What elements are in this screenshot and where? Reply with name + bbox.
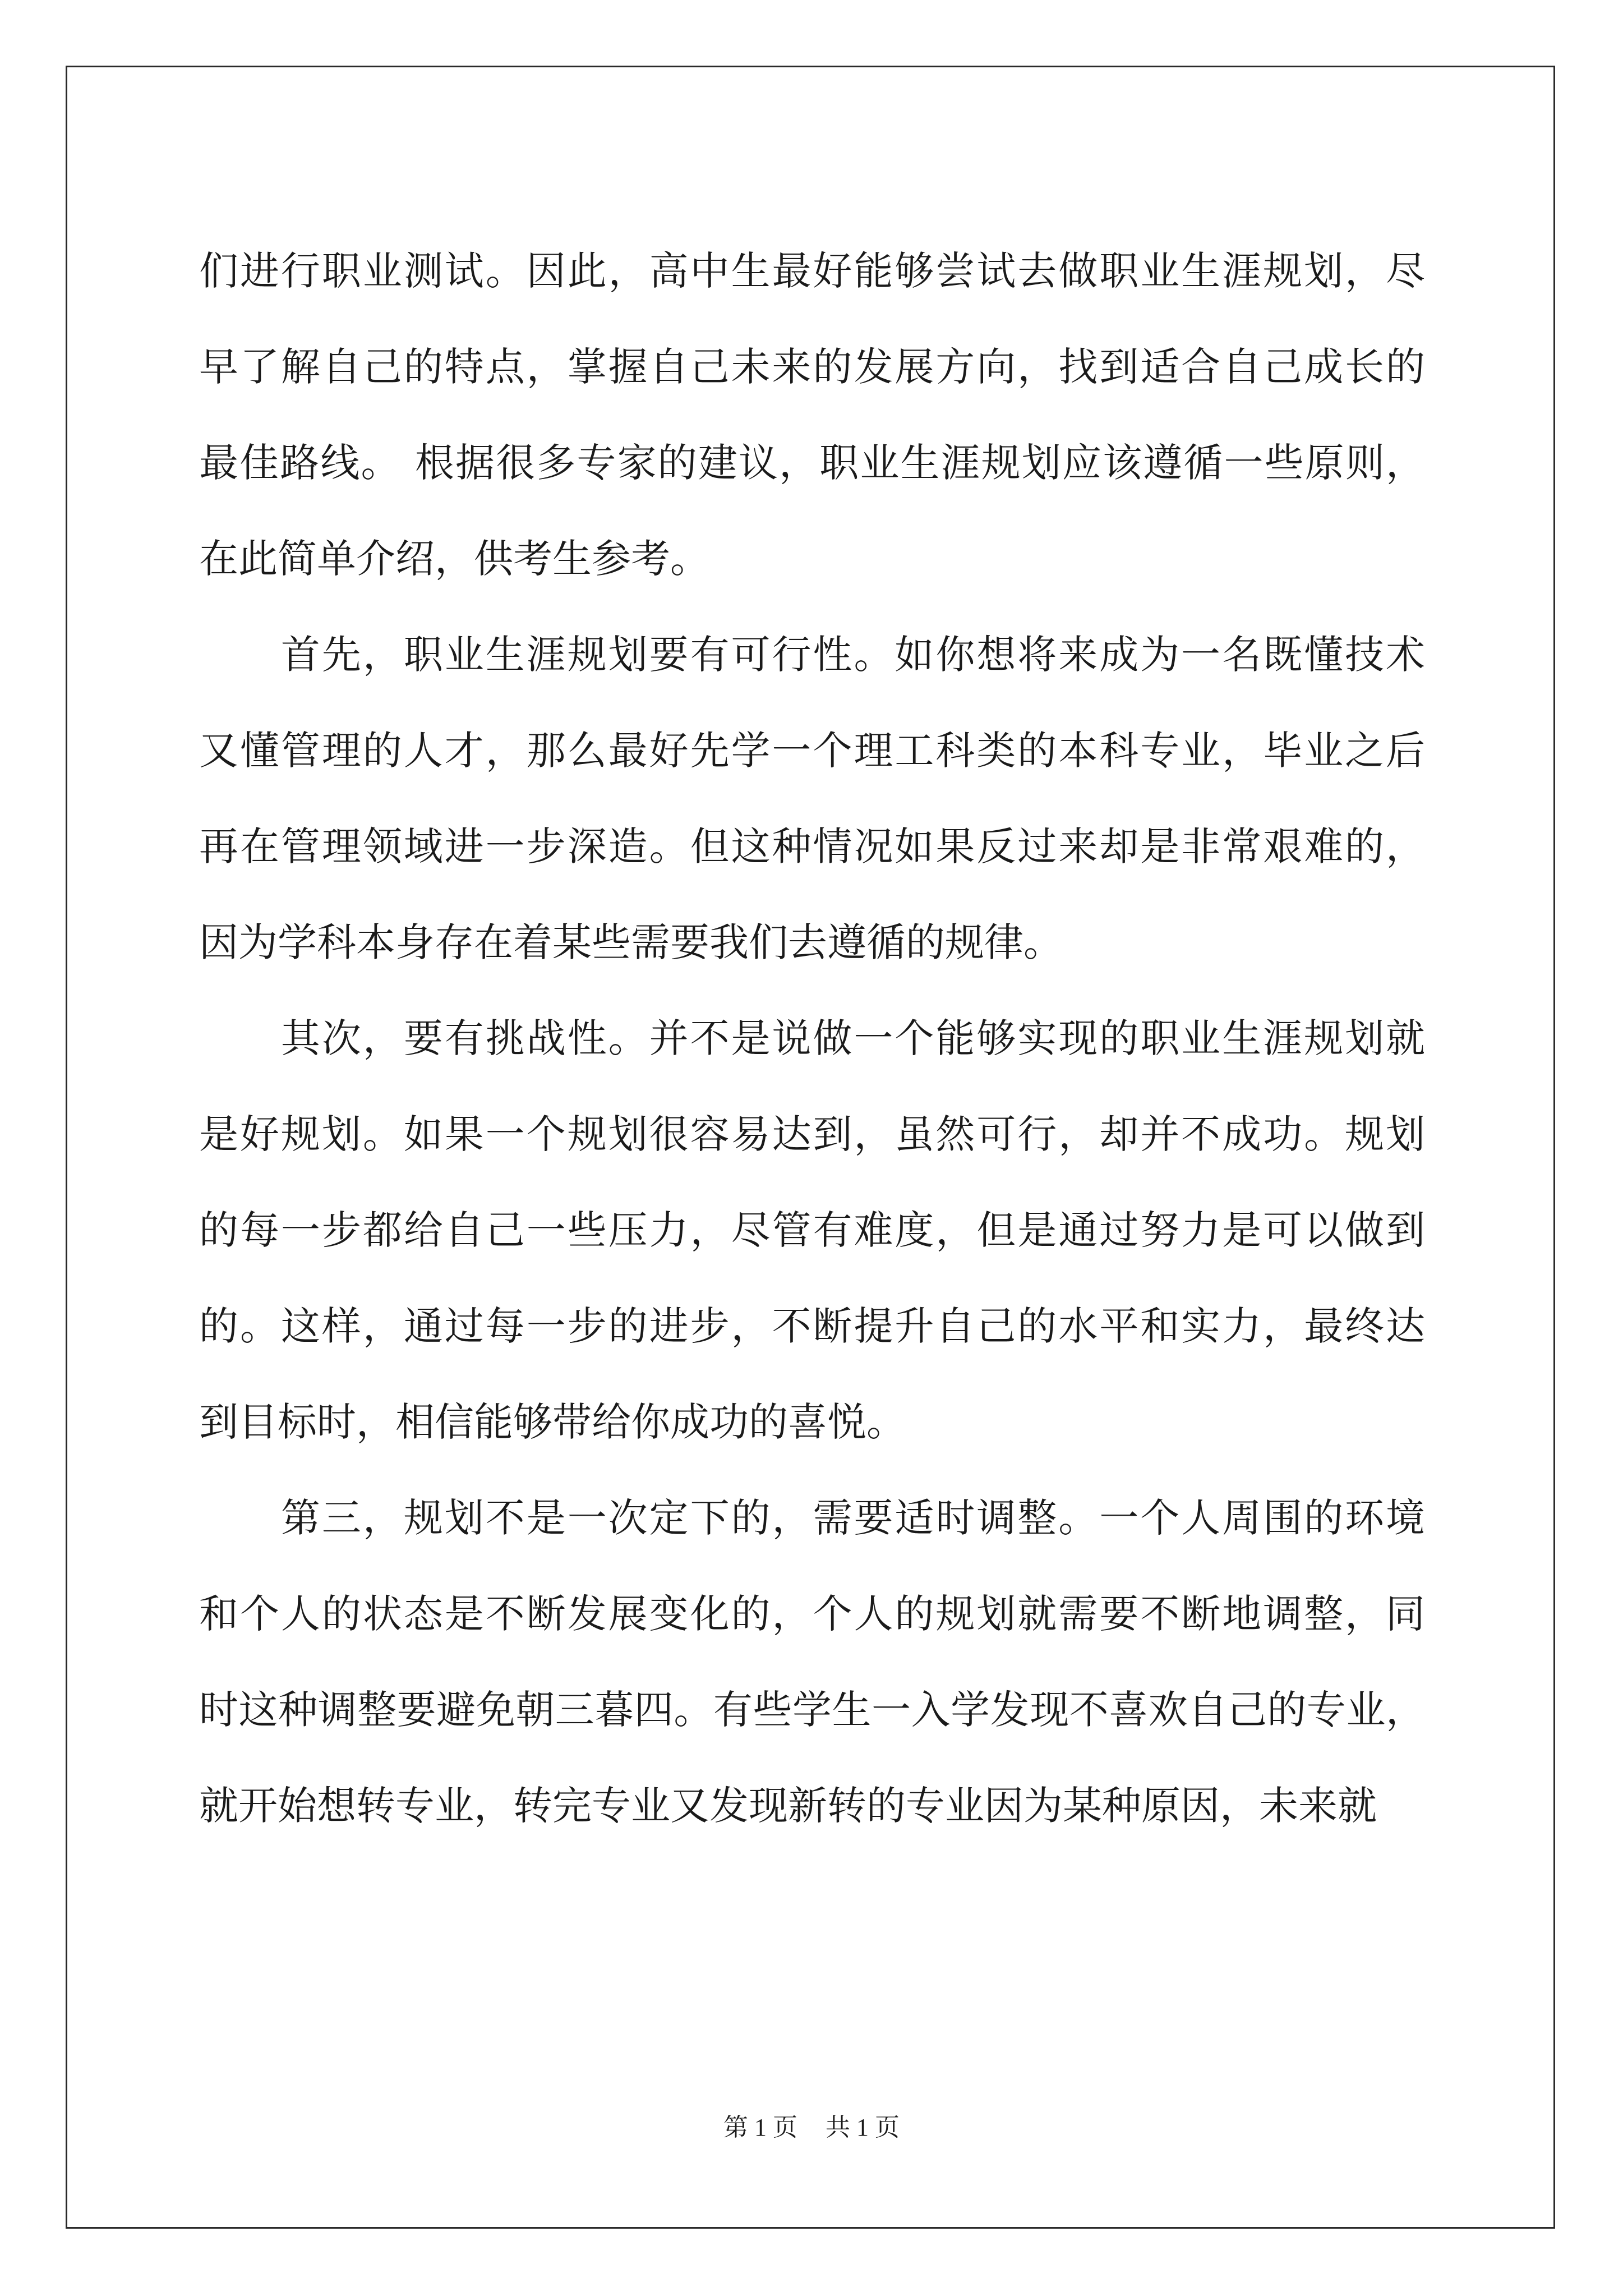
text-line: 其次，要有挑战性。并不是说做一个能够实现的职业生涯规划就	[199, 1015, 1425, 1061]
text-line: 第三，规划不是一次定下的，需要适时调整。一个人周围的环境	[199, 1495, 1425, 1541]
text-line: 就开始想转专业，转完专业又发现新转的专业因为某种原因，未来就	[199, 1783, 1377, 1829]
page-footer	[0, 2107, 1623, 2143]
text-line: 的。这样，通过每一步的进步，不断提升自己的水平和实力，最终达	[199, 1303, 1425, 1349]
text-line: 们进行职业测试。因此，高中生最好能够尝试去做职业生涯规划，尽	[199, 248, 1425, 294]
text-line: 是好规划。如果一个规划很容易达到，虽然可行，却并不成功。规划	[199, 1111, 1425, 1157]
text-line: 首先，职业生涯规划要有可行性。如你想将来成为一名既懂技术	[199, 632, 1425, 678]
text-line: 的每一步都给自己一些压力，尽管有难度，但是通过努力是可以做到	[199, 1207, 1425, 1253]
text-line: 最佳路线。 根据很多专家的建议，职业生涯规划应该遵循一些原则，	[199, 440, 1425, 486]
text-line: 在此简单介绍，供考生参考。	[199, 536, 709, 582]
text-line: 又懂管理的人才，那么最好先学一个理工科类的本科专业，毕业之后	[199, 728, 1425, 774]
text-line: 时这种调整要避免朝三暮四。有些学生一入学发现不喜欢自己的专业，	[199, 1687, 1425, 1733]
document-body	[199, 223, 1425, 1854]
page-total: 共 1 页	[826, 2114, 900, 2141]
text-line: 和个人的状态是不断发展变化的，个人的规划就需要不断地调整，同	[199, 1591, 1425, 1637]
text-line: 到目标时，相信能够带给你成功的喜悦。	[199, 1399, 906, 1445]
text-line: 早了解自己的特点，掌握自己未来的发展方向，找到适合自己成长的	[199, 344, 1425, 390]
page-number: 第 1 页	[723, 2114, 797, 2141]
text-line: 再在管理领域进一步深造。但这种情况如果反过来却是非常艰难的，	[199, 823, 1425, 869]
text-line: 因为学科本身存在着某些需要我们去遵循的规律。	[199, 919, 1063, 965]
